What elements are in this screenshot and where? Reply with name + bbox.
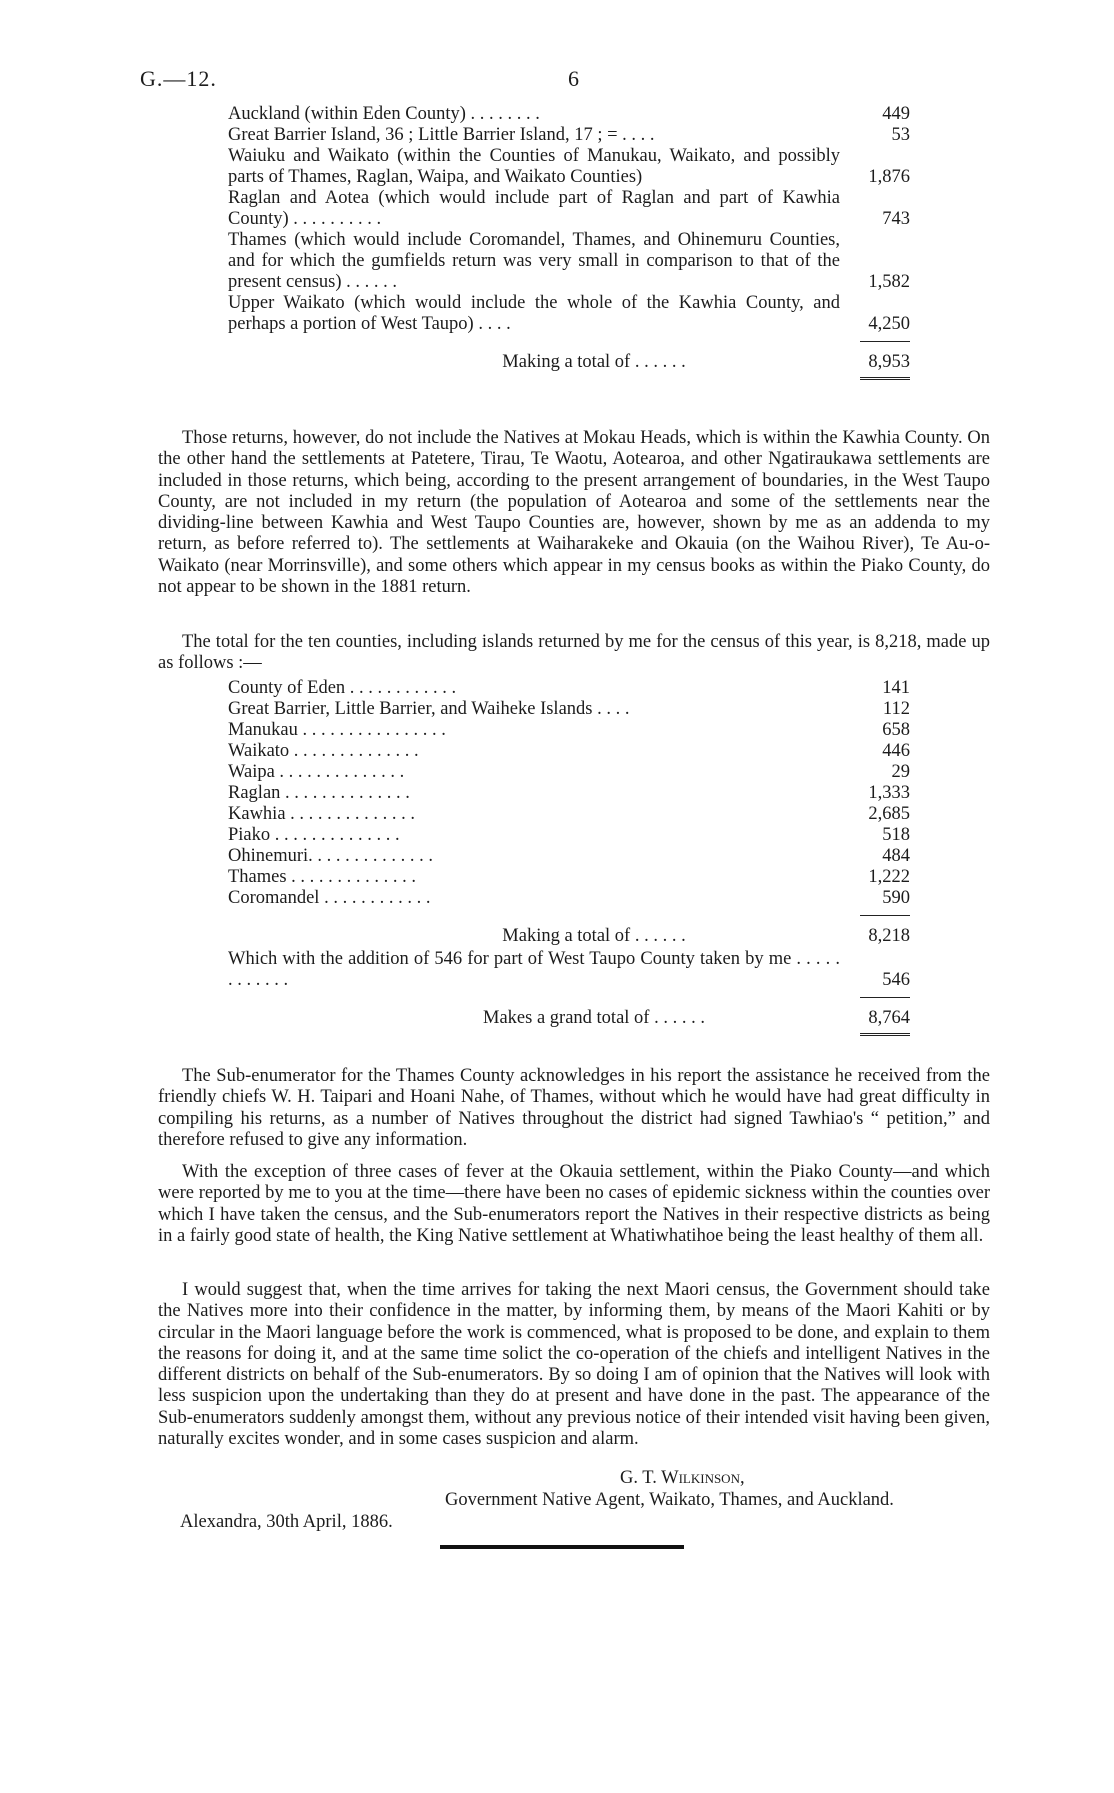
subtotal-value: 8,218 — [868, 926, 910, 946]
row-value: 449 — [882, 104, 910, 124]
addition-value: 546 — [882, 970, 910, 990]
place-and-date: Alexandra, 30th April, 1886. — [180, 1512, 393, 1532]
signature-title: Government Native Agent, Waikato, Thames, and Auckland. — [445, 1490, 894, 1510]
row-value: 518 — [882, 825, 910, 845]
row-value: 1,876 — [868, 167, 910, 187]
table-row — [228, 188, 910, 230]
paragraph-next-census-suggestion: I would suggest that, when the time arrives for taking the next Maori census, the Government should take the Natives more into their confidence in the matter, by informing them, by means of the Maori Kahiti or by circular in the Maori language before the work is commenced, what is proposed to be done, and explain to them the reasons for doing it, and at the same time solict the co-operation of the chiefs and intelligent Natives in the different districts on behalf of the Sub-enumerators. By so doing I am of opinion that the Natives will look with less suspicion upon the undertaking than they do at present and have done in the past. The appearance of the Sub-enumerators suddenly amongst them, without any previous notice of their intended visit having been given, naturally excites wonder, and in some cases suspicion and alarm. — [158, 1280, 990, 1450]
sum-rule — [860, 341, 910, 342]
grand-total-label: Makes a grand total of . . . . . . — [483, 1008, 705, 1028]
row-value: 446 — [882, 741, 910, 761]
end-rule — [440, 1545, 684, 1549]
table-row — [228, 783, 910, 804]
row-label: Auckland (within Eden County) . . . . . . . . — [228, 104, 540, 124]
row-value: 1,582 — [868, 272, 910, 292]
table-row — [228, 720, 910, 741]
row-label: Kawhia . . . . . . . . . . . . . . — [228, 804, 416, 824]
row-value: 1,222 — [868, 867, 910, 887]
addition-row — [228, 949, 910, 991]
row-label: Ohinemuri. . . . . . . . . . . . . . — [228, 846, 434, 866]
table-row — [228, 825, 910, 846]
table-row — [228, 104, 910, 125]
table-row — [228, 888, 910, 909]
table-row — [228, 125, 910, 146]
row-label: Great Barrier Island, 36 ; Little Barrier Island, 17 ; = . . . . — [228, 125, 655, 145]
table-row — [228, 678, 910, 699]
table-1881-returns — [228, 104, 910, 380]
row-label: Manukau . . . . . . . . . . . . . . . . — [228, 720, 446, 740]
row-label: Thames (which would include Coromandel, Thames, and Ohinemuru Counties, and for which the gumfields return was very small in comparison to that of the present census) . . . . . . — [228, 230, 840, 292]
table-row — [228, 846, 910, 867]
total-double-rule — [860, 377, 910, 380]
subtotal-label: Making a total of . . . . . . — [502, 926, 686, 946]
row-label: Thames . . . . . . . . . . . . . . — [228, 867, 417, 887]
table-row — [228, 867, 910, 888]
total-value: 8,953 — [868, 352, 910, 372]
row-label: Waipa . . . . . . . . . . . . . . — [228, 762, 405, 782]
row-value: 484 — [882, 846, 910, 866]
total-label: Making a total of . . . . . . — [502, 352, 686, 372]
row-label: Waiuku and Waikato (within the Counties of Manukau, Waikato, and possibly parts of Thames, Raglan, Waipa, and Waikato Counties) — [228, 146, 840, 187]
table-row — [228, 804, 910, 825]
subtotal-row — [228, 926, 910, 947]
row-value: 29 — [891, 762, 910, 782]
row-label: Raglan . . . . . . . . . . . . . . — [228, 783, 410, 803]
page-header — [140, 66, 1000, 96]
row-value: 4,250 — [868, 314, 910, 334]
row-label: County of Eden . . . . . . . . . . . . — [228, 678, 457, 698]
table-row — [228, 762, 910, 783]
row-value: 112 — [882, 699, 910, 719]
row-label: Raglan and Aotea (which would include part of Raglan and part of Kawhia County) . . . . . . . . . . — [228, 188, 840, 229]
table-row — [228, 230, 910, 293]
row-label: Piako . . . . . . . . . . . . . . — [228, 825, 400, 845]
signature-name: G. T. Wilkinson, — [620, 1468, 745, 1488]
row-value: 53 — [891, 125, 910, 145]
paragraph-mokau-heads: Those returns, however, do not include the Natives at Mokau Heads, which is within the Kawhia County. On the other hand the settlements at Patetere, Tirau, Te Waotu, Aotearoa, and other Ngatiraukawa settlements are included in those returns, which being, according to the present arrangement of boundaries, in the West Taupo County, are not included in my return (the population of Aotearoa and some of the settlements near the dividing-line between Kawhia and West Taupo Counties are, however, shown by me as an addenda to my return, as before referred to). The settlements at Waiharakeke and Okauia (on the Waihou River), Te Au-o-Waikato (near Morrinsville), and some others which appear in my census books as within the Piako County, do not appear to be shown in the 1881 return. — [158, 428, 990, 598]
row-value: 2,685 — [868, 804, 910, 824]
grand-total-double-rule — [860, 1033, 910, 1036]
page-number: 6 — [568, 66, 579, 91]
row-value: 658 — [882, 720, 910, 740]
row-value: 743 — [882, 209, 910, 229]
paragraph-thames-sub-enumerator: The Sub-enumerator for the Thames County acknowledges in his report the assistance he received from the friendly chiefs W. H. Taipari and Hoani Nahe, of Thames, without which he would have had great difficulty in compiling his returns, as a number of Natives throughout the district had signed Tawhiao's “ petition,” and therefore refused to give any information. — [158, 1066, 990, 1150]
total-row — [228, 352, 910, 373]
table-row — [228, 293, 910, 335]
row-label: Upper Waikato (which would include the whole of the Kawhia County, and perhaps a portion of West Taupo) . . . . — [228, 293, 840, 334]
table-row — [228, 699, 910, 720]
row-value: 141 — [882, 678, 910, 698]
addition-label: Which with the addition of 546 for part of West Taupo County taken by me . . . . . . . . . . . . — [228, 949, 840, 990]
table-1886-counties — [228, 678, 910, 1036]
paragraph-total-ten-counties: The total for the ten counties, including islands returned by me for the census of this year, is 8,218, made up as follows :— — [158, 632, 990, 674]
sum-rule — [860, 915, 910, 916]
grand-total-row — [228, 1008, 910, 1029]
row-value: 590 — [882, 888, 910, 908]
table-row — [228, 741, 910, 762]
row-label: Great Barrier, Little Barrier, and Waiheke Islands . . . . — [228, 699, 630, 719]
document-reference: G.—12. — [140, 66, 217, 91]
sum-rule — [860, 997, 910, 998]
table-row — [228, 146, 910, 188]
grand-total-value: 8,764 — [868, 1008, 910, 1028]
row-label: Waikato . . . . . . . . . . . . . . — [228, 741, 419, 761]
row-value: 1,333 — [868, 783, 910, 803]
paragraph-epidemic-sickness: With the exception of three cases of fever at the Okauia settlement, within the Piako County—and which were reported by me to you at the time—there have been no cases of epidemic sickness within the counties over which I have taken the census, and the Sub-enumerators report the Natives in their respective districts as being in a fairly good state of health, the King Native settlement at Whatiwhatihoe being the least healthy of them all. — [158, 1162, 990, 1246]
row-label: Coromandel . . . . . . . . . . . . — [228, 888, 431, 908]
